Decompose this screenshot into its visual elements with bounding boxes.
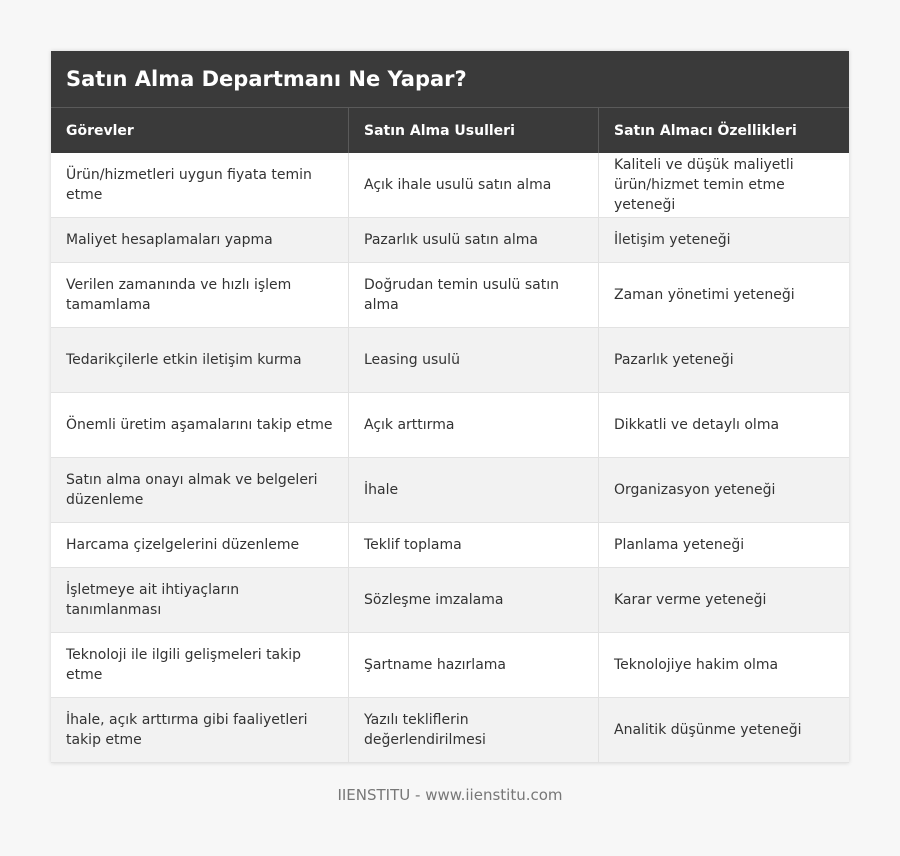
cell-usul: Pazarlık usulü satın alma [349,218,599,263]
cell-gorev: Verilen zamanında ve hızlı işlem tamamlama [51,263,349,328]
cell-ozellik: Dikkatli ve detaylı olma [599,393,850,458]
cell-gorev: Tedarikçilerle etkin iletişim kurma [51,328,349,393]
cell-usul: İhale [349,458,599,523]
cell-ozellik: Zaman yönetimi yeteneği [599,263,850,328]
cell-gorev: Harcama çizelgelerini düzenleme [51,523,349,568]
table-row [51,263,849,328]
table-row [51,698,849,763]
cell-usul: Açık arttırma [349,393,599,458]
table-row [51,568,849,633]
header-satin-alma-usulleri: Satın Alma Usulleri [349,108,599,153]
cell-usul: Doğrudan temin usulü satın alma [349,263,599,328]
table-row [51,523,849,568]
cell-gorev: İhale, açık arttırma gibi faaliyetleri takip etme [51,698,349,763]
cell-gorev: Satın alma onayı almak ve belgeleri düzenleme [51,458,349,523]
footer-source: IIENSTITU - www.iienstitu.com [337,786,563,804]
cell-ozellik: Planlama yeteneği [599,523,850,568]
cell-usul: Açık ihale usulü satın alma [349,153,599,218]
cell-ozellik: Organizasyon yeteneği [599,458,850,523]
cell-ozellik: Kaliteli ve düşük maliyetli ürün/hizmet temin etme yeteneği [599,153,850,218]
cell-usul: Şartname hazırlama [349,633,599,698]
data-table [51,108,849,763]
cell-gorev: Ürün/hizmetleri uygun fiyata temin etme [51,153,349,218]
table-card [51,51,849,763]
cell-ozellik: Karar verme yeteneği [599,568,850,633]
table-row [51,393,849,458]
cell-ozellik: Analitik düşünme yeteneği [599,698,850,763]
cell-gorev: İşletmeye ait ihtiyaçların tanımlanması [51,568,349,633]
table-title: Satın Alma Departmanı Ne Yapar? [51,51,849,108]
table-row [51,218,849,263]
cell-usul: Teklif toplama [349,523,599,568]
header-row [51,108,849,153]
table-row [51,633,849,698]
cell-gorev: Maliyet hesaplamaları yapma [51,218,349,263]
cell-usul: Yazılı tekliflerin değerlendirilmesi [349,698,599,763]
cell-ozellik: İletişim yeteneği [599,218,850,263]
cell-usul: Sözleşme imzalama [349,568,599,633]
cell-usul: Leasing usulü [349,328,599,393]
header-satin-almaci-ozellikleri: Satın Almacı Özellikleri [599,108,850,153]
cell-gorev: Önemli üretim aşamalarını takip etme [51,393,349,458]
table-row [51,153,849,218]
table-row [51,458,849,523]
cell-gorev: Teknoloji ile ilgili gelişmeleri takip etme [51,633,349,698]
table-row [51,328,849,393]
cell-ozellik: Pazarlık yeteneği [599,328,850,393]
header-gorevler: Görevler [51,108,349,153]
cell-ozellik: Teknolojiye hakim olma [599,633,850,698]
